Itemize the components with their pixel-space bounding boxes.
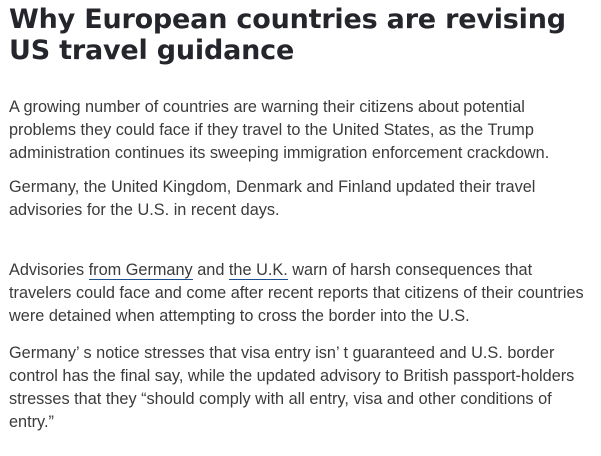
article-paragraph-1: A growing number of countries are warning their citizens about potential problems they could face if they travel to the United States, as the Trump administration continues its sweeping immigration enforcement crackdown. bbox=[9, 98, 550, 162]
article-headline: Why European countries are revising US travel guidance bbox=[9, 4, 566, 66]
paragraph-3-prefix: Advisories bbox=[9, 261, 89, 279]
link-uk-advisory[interactable]: the U.K. bbox=[228, 261, 288, 279]
paragraph-3-suffix: warn of harsh consequences that travelers could face and come after recent reports that citizens of their countries were detained when attempting to cross the border into the U.S. bbox=[9, 261, 584, 325]
article-paragraph-4: Germany’ s notice stresses that visa entry isn’ t guaranteed and U.S. border control has the final say, while the updated advisory to British passport-holders stresses that they “should comply with all entry, visa and other conditions of entry.” bbox=[9, 344, 575, 431]
paragraph-3-mid: and bbox=[192, 261, 229, 279]
article-paragraph-3 bbox=[9, 259, 591, 328]
article-paragraph-2: Germany, the United Kingdom, Denmark and Finland updated their travel advisories for the U.S. in recent days. bbox=[9, 178, 536, 219]
link-germany-advisory[interactable]: from Germany bbox=[88, 261, 193, 279]
